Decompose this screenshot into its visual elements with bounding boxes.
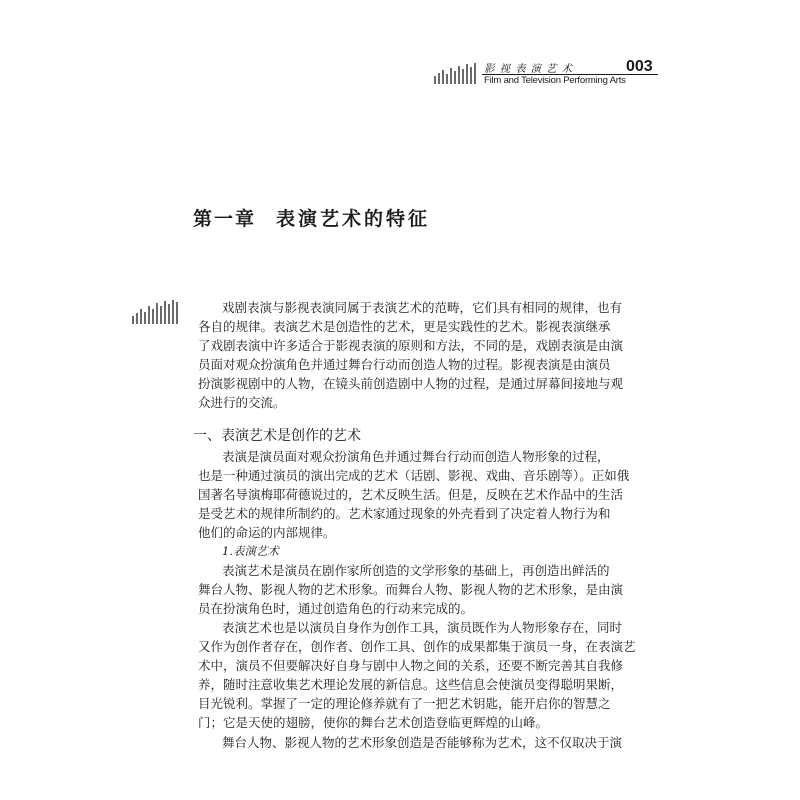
paragraph-line: 舞台人物、影视人物的艺术形象。而舞台人物、影视人物的艺术形象，是由演 bbox=[198, 582, 624, 597]
chapter-number: 第一章 bbox=[193, 208, 257, 230]
chapter-title: 表演艺术的特征 bbox=[276, 208, 431, 230]
intro-line: 戏剧表演与影视表演同属于表演艺术的范畴，它们具有相同的规律，也有 bbox=[222, 300, 623, 315]
paragraph-line: 门；它是天使的翅膀，使你的舞台艺术创造登临更辉煌的山峰。 bbox=[198, 715, 549, 730]
paragraph-line: 舞台人物、影视人物的艺术形象创造是否能够称为艺术，这不仅取决于演 bbox=[222, 735, 623, 750]
paragraph-line: 表演艺术也是以演员自身作为创作工具，演员既作为人物形象存在，同时 bbox=[222, 620, 623, 635]
intro-line: 各自的规律。表演艺术是创造性的艺术，更是实践性的艺术。影视表演继承 bbox=[198, 319, 611, 334]
intro-line: 众进行的交流。 bbox=[198, 395, 286, 410]
paragraph-line: 表演艺术是演员在剧作家所创造的文学形象的基础上，再创造出鲜活的 bbox=[222, 563, 610, 578]
paragraph-line: 术中，演员不但要解决好自身与剧中人物之间的关系，还要不断完善其自我修 bbox=[198, 658, 624, 673]
paragraph-line: 目光锐利。掌握了一定的理论修养就有了一把艺术钥匙，能开启你的智慧之 bbox=[198, 696, 611, 711]
sub-heading: 1.表演艺术 bbox=[222, 544, 279, 558]
header-title-english: Film and Television Performing Arts bbox=[484, 75, 626, 86]
intro-line: 了戏剧表演中许多适合于影视表演的原则和方法，不同的是，戏剧表演是由演 bbox=[198, 338, 624, 353]
paragraph-line: 员在扮演角色时，通过创造角色的行动来完成的。 bbox=[198, 601, 474, 616]
paragraph-line: 也是一种通过演员的演出完成的艺术（话剧、影视、戏曲、音乐剧等）。正如俄 bbox=[198, 468, 630, 483]
paragraph-line: 养，随时注意收集艺术理论发展的新信息。这些信息会使演员变得聪明果断， bbox=[198, 677, 624, 692]
page-number: 003 bbox=[626, 58, 653, 75]
paragraph-line: 又作为创作者存在，创作者、创作工具、创作的成果都集于演员一身，在表演艺 bbox=[198, 639, 636, 654]
barcode-ornament-icon bbox=[434, 62, 478, 88]
intro-line: 员面对观众扮演角色并通过舞台行动而创造人物的过程。影视表演是由演员 bbox=[198, 357, 611, 372]
paragraph-line: 是受艺术的规律所制约的。艺术家通过现象的外壳看到了决定着人物行为和 bbox=[198, 506, 611, 521]
header-title-chinese: 影视表演艺术 bbox=[484, 63, 577, 75]
section-heading: 一、表演艺术是创作的艺术 bbox=[193, 428, 361, 444]
paragraph-line: 国著名导演梅耶荷德说过的，艺术反映生活。但是，反映在艺术作品中的生活 bbox=[198, 487, 624, 502]
paragraph-line: 表演是演员面对观众扮演角色并通过舞台行动而创造人物形象的过程， bbox=[222, 449, 610, 464]
barcode-ornament-icon bbox=[132, 298, 180, 328]
paragraph-line: 他们的命运的内部规律。 bbox=[198, 525, 336, 540]
intro-line: 扮演影视剧中的人物，在镜头前创造剧中人物的过程，是通过屏幕间接地与观 bbox=[198, 376, 624, 391]
